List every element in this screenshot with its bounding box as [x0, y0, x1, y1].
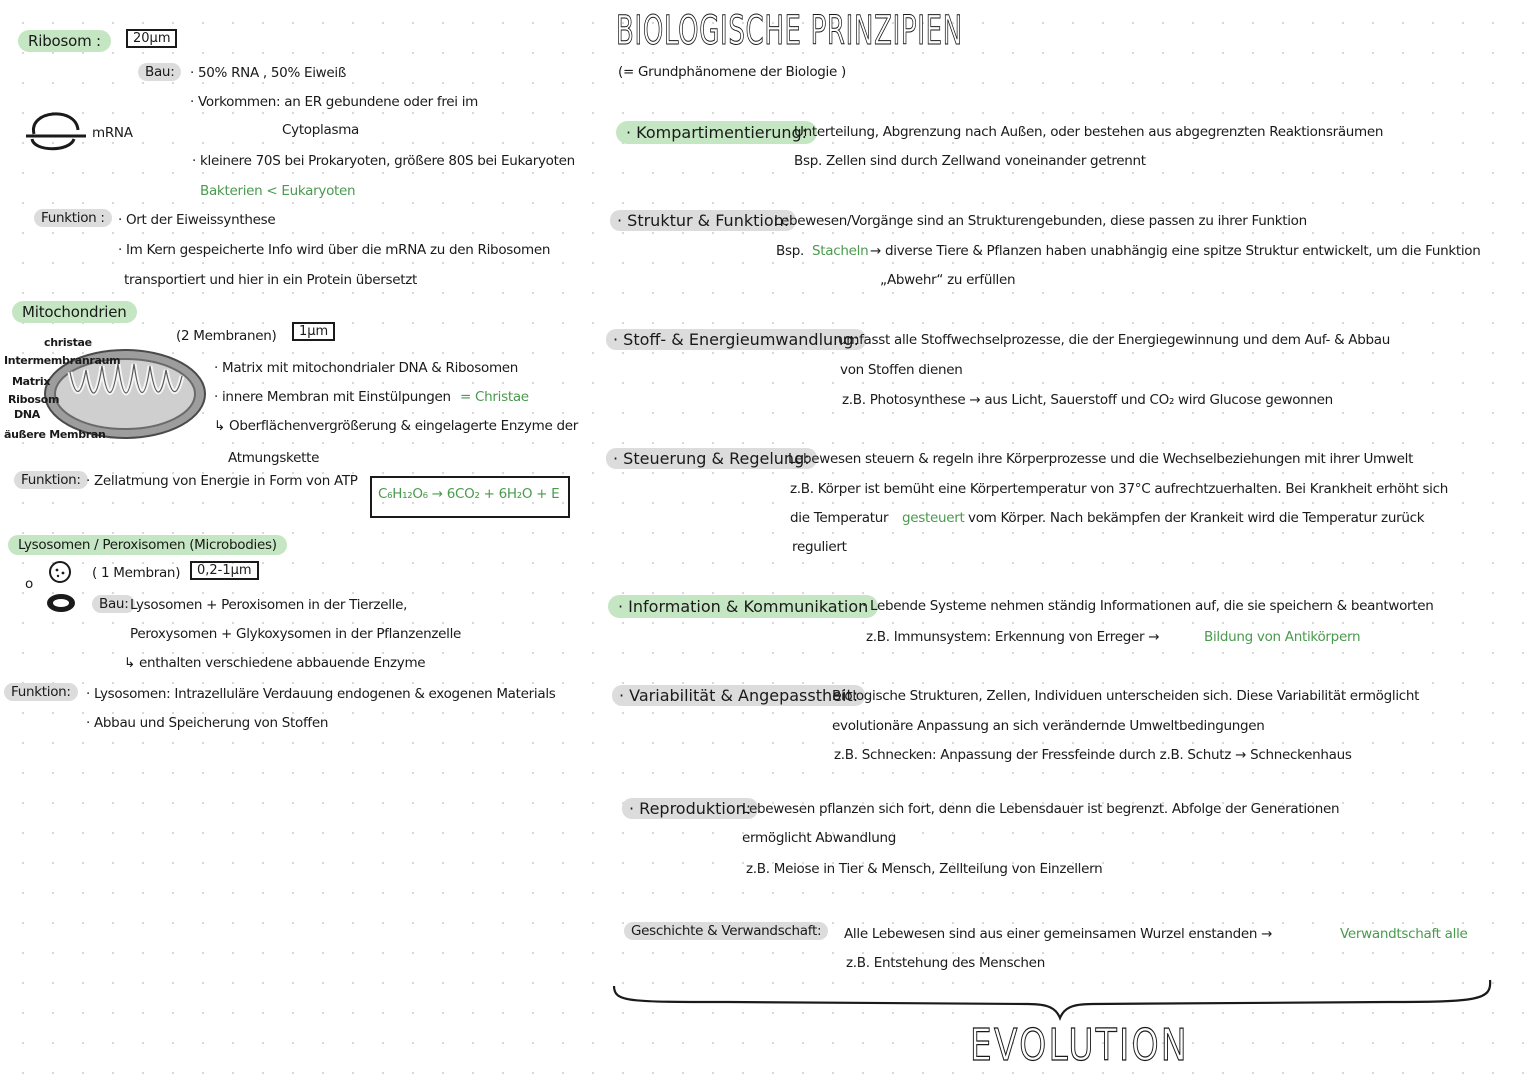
lyso-funktion-2: · Abbau und Speicherung von Stoffen — [86, 715, 329, 731]
mito-title: Mitochondrien — [12, 301, 137, 323]
page-subtitle: (= Grundphänomene der Biologie ) — [618, 64, 846, 80]
mito-funktion-1: · Zellatmung von Energie in Form von ATP — [86, 473, 358, 489]
reproduktion-text-3: z.B. Meiose in Tier & Mensch, Zellteilung von Einzellern — [746, 861, 1103, 877]
variabilitaet-text-1: Biologische Strukturen, Zellen, Individuen unterscheiden sich. Diese Variabilität ermöglicht — [832, 688, 1420, 704]
ribosom-bau-3b: Bakterien < Eukaryoten — [200, 183, 356, 199]
mito-funktion-label: Funktion: — [14, 471, 88, 489]
evolution-heading: EVOLUTION — [970, 1020, 1189, 1071]
lyso-membrane: ( 1 Membran) — [92, 565, 181, 581]
lyso-title: Lysosomen / Peroxisomen (Microbodies) — [8, 535, 287, 555]
mito-label-matrix: Matrix — [12, 375, 51, 388]
ribosom-bau-2: · Vorkommen: an ER gebundene oder frei im — [190, 94, 479, 110]
stoff-text-3: z.B. Photosynthese → aus Licht, Sauerstoff und CO₂ wird Glucose gewonnen — [842, 392, 1333, 408]
mito-label-aeussere-membran: äußere Membran — [4, 428, 106, 441]
stoff-text-1: umfasst alle Stoffwechselprozesse, die der Energiegewinnung und dem Auf- & Abbau — [838, 332, 1390, 348]
reproduktion-text-1: Lebewesen pflanzen sich fort, denn die Lebensdauer ist begrenzt. Abfolge der Generationen — [742, 801, 1340, 817]
lyso-funktion-label: Funktion: — [4, 683, 78, 701]
struktur-text-3: „Abwehr“ zu erfüllen — [880, 272, 1016, 288]
ribosom-bau-1: · 50% RNA , 50% Eiweiß — [190, 65, 347, 81]
lyso-scale: 0,2-1µm — [190, 561, 259, 580]
principle-geschichte-verwandschaft: Geschichte & Verwandschaft: — [624, 922, 828, 940]
geschichte-text-1a: Alle Lebewesen sind aus einer gemeinsamen Wurzel enstanden → — [844, 926, 1273, 942]
mito-point-1: · Matrix mit mitochondrialer DNA & Ribosomen — [214, 360, 519, 376]
mito-label-dna: DNA — [14, 408, 40, 421]
lyso-bau-2: Peroxysomen + Glykoxysomen in der Pflanzenzelle — [130, 626, 462, 642]
ribosom-scale: 20µm — [126, 29, 177, 48]
mito-point-2-green: = Christae — [460, 389, 529, 405]
geschichte-text-1-green: Verwandtschaft alle — [1340, 926, 1468, 942]
ribosom-bau-3: · kleinere 70S bei Prokaryoten, größere 80S bei Eukaryoten — [192, 153, 575, 169]
mito-label-intermembranraum: Intermembranraum — [4, 354, 121, 367]
mito-point-2: · innere Membran mit Einstülpungen — [214, 389, 451, 405]
principle-kompartimentierung: · Kompartimentierung: — [616, 121, 817, 144]
principle-reproduktion: · Reproduktion: — [622, 798, 758, 819]
reproduktion-text-2: ermöglicht Abwandlung — [742, 830, 897, 846]
ribosome-drawing — [22, 104, 88, 156]
struktur-text-2b: → diverse Tiere & Pflanzen haben unabhängig eine spitze Struktur entwickelt, um die Funktion — [870, 243, 1481, 259]
ribosom-funktion-label: Funktion : — [34, 209, 112, 227]
mito-membranes: (2 Membranen) — [176, 328, 277, 344]
lyso-small-dot: o — [25, 576, 33, 592]
principle-steuerung-regelung: · Steuerung & Regelung: — [606, 448, 817, 469]
mito-point-3b: Atmungskette — [228, 450, 320, 466]
steuerung-text-3a: die Temperatur — [790, 510, 889, 526]
lyso-bau-3: ↳ enthalten verschiedene abbauende Enzyme — [124, 655, 426, 671]
microbody-drawings — [44, 560, 78, 618]
steuerung-text-4: reguliert — [792, 539, 847, 555]
atp-formula: C₆H₁₂O₆ → 6CO₂ + 6H₂O + E — [378, 486, 560, 502]
principle-information-kommunikation: · Information & Kommunikation — [608, 595, 878, 618]
ribosom-bau-2b: Cytoplasma — [282, 122, 360, 138]
struktur-text-2-green: Stacheln — [812, 243, 869, 259]
principle-struktur-funktion: · Struktur & Funktion: — [610, 210, 796, 231]
kompartimentierung-text-1: Unterteilung, Abgrenzung nach Außen, oder bestehen aus abgegrenzten Reaktionsräumen — [794, 124, 1384, 140]
struktur-text-1: Lebewesen/Vorgänge sind an Strukturengebunden, diese passen zu ihrer Funktion — [774, 213, 1307, 229]
principle-stoff-energie: · Stoff- & Energieumwandlung: — [606, 329, 866, 350]
steuerung-text-3-green: gesteuert — [902, 510, 965, 526]
kompartimentierung-text-2: Bsp. Zellen sind durch Zellwand voneinander getrennt — [794, 153, 1146, 169]
ribosom-bau-label: Bau: — [138, 63, 181, 81]
mito-scale: 1µm — [292, 322, 335, 341]
mito-point-3: ↳ Oberflächenvergrößerung & eingelagerte Enzyme der — [214, 418, 578, 434]
information-text-2a: z.B. Immunsystem: Erkennung von Erreger → — [866, 629, 1160, 645]
lyso-bau-label: Bau: — [92, 595, 135, 613]
stoff-text-2: von Stoffen dienen — [840, 362, 963, 378]
lyso-bau-1: Lysosomen + Peroxisomen in der Tierzelle, — [130, 597, 408, 613]
steuerung-text-1: Lebewesen steuern & regeln ihre Körperprozesse und die Wechselbeziehungen mit ihrer Umwelt — [788, 451, 1414, 467]
ribosom-funktion-2b: transportiert und hier in ein Protein übersetzt — [124, 272, 418, 288]
information-text-2-green: Bildung von Antikörpern — [1204, 629, 1361, 645]
steuerung-text-2: z.B. Körper ist bemüht eine Körpertemperatur von 37°C aufrechtzuerhalten. Bei Krankheit erhöht sich — [790, 481, 1449, 497]
mito-label-ribosom: Ribosom — [8, 393, 60, 406]
information-text-1: · Lebende Systeme nehmen ständig Informationen auf, die sie speichern & beantworten — [862, 598, 1434, 614]
geschichte-text-2: z.B. Entstehung des Menschen — [846, 955, 1045, 971]
curly-brace — [608, 972, 1498, 1022]
variabilitaet-text-3: z.B. Schnecken: Anpassung der Fressfeinde durch z.B. Schutz → Schneckenhaus — [834, 747, 1352, 763]
principle-variabilitaet: · Variabilität & Angepasstheit: — [612, 685, 865, 706]
variabilitaet-text-2: evolutionäre Anpassung an sich verändernde Umweltbedingungen — [832, 718, 1265, 734]
lyso-funktion-1: · Lysosomen: Intrazelluläre Verdauung endogenen & exogenen Materials — [86, 686, 556, 702]
mrna-label: mRNA — [92, 125, 133, 141]
ribosom-funktion-1: · Ort der Eiweissynthese — [118, 212, 276, 228]
page-title: BIOLOGISCHE PRINZIPIEN — [616, 8, 963, 54]
ribosom-title: Ribosom : — [18, 30, 111, 52]
steuerung-text-3b: vom Körper. Nach bekämpfen der Krankeit wird die Temperatur zurück — [968, 510, 1425, 526]
ribosom-funktion-2: · Im Kern gespeicherte Info wird über die mRNA zu den Ribosomen — [118, 242, 551, 258]
mito-label-christae: christae — [44, 336, 92, 349]
struktur-text-2a: Bsp. — [776, 243, 804, 259]
